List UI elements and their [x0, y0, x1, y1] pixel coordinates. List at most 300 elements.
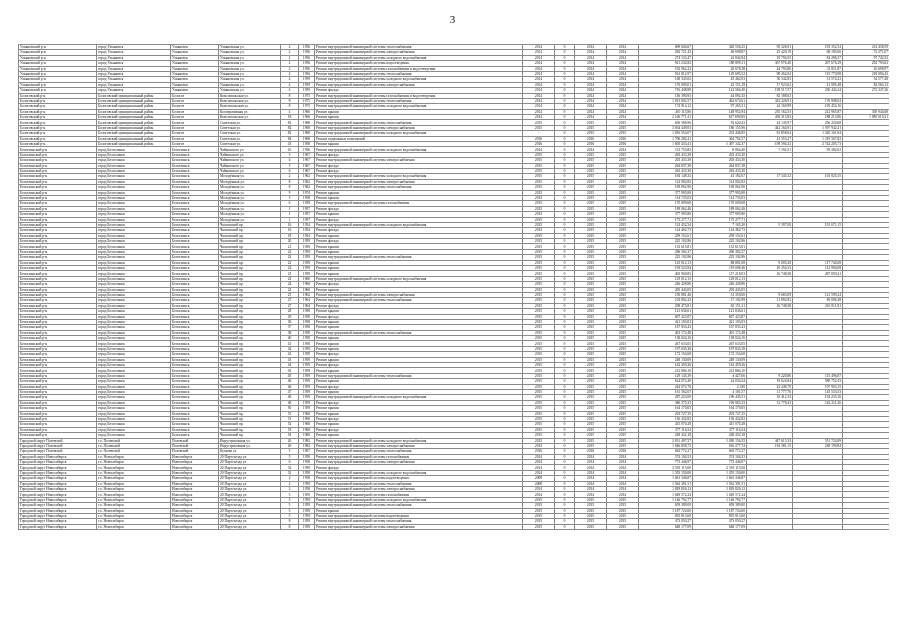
table-cell: 2015: [607, 309, 639, 314]
table-cell: Белоглинский р-н: [19, 298, 97, 303]
table-cell: 1: [281, 212, 299, 217]
table-cell: Чкаловский пр.: [219, 271, 281, 276]
table-cell: Белоглинский р-н: [19, 271, 97, 276]
table-cell: Городской округ Новосибирск: [19, 470, 97, 475]
table-cell: 2015: [607, 292, 639, 297]
table-cell: 2015: [607, 131, 639, 136]
table-cell: 0: [555, 508, 575, 513]
table-cell: 2014: [607, 460, 639, 465]
table-cell: Белоглинский р-н: [19, 314, 97, 319]
table-cell: 16 748,38: [747, 271, 793, 276]
table-cell: 263 433,30: [639, 168, 693, 173]
table-cell: город Ульяновск: [97, 61, 171, 66]
table-cell: 44 092,45: [693, 93, 747, 98]
table-cell: Полевской: [171, 443, 219, 448]
table-cell: 248 432,18: [639, 433, 693, 438]
table-cell: 1959: [299, 239, 315, 244]
table-cell: Ремонт внутридомовой инженерной системы водоотведения: [315, 513, 523, 518]
table-cell: 2008: [523, 476, 555, 481]
table-cell: 2014: [523, 82, 555, 87]
table-cell: Молодёжная ул.: [219, 201, 281, 206]
table-cell: город Белоглинск: [97, 314, 171, 319]
table-cell: Белоглинский р-н: [19, 309, 97, 314]
table-cell: Ульяновский р-н: [19, 71, 97, 76]
table-cell: 2014: [523, 98, 555, 103]
table-cell: 48: [281, 400, 299, 405]
table-cell: 114 735,03: [639, 195, 693, 200]
table-cell: 16: [281, 147, 299, 152]
table-cell: 38: [281, 330, 299, 335]
table-cell: 2015: [607, 233, 639, 238]
table-cell: 2015: [523, 233, 555, 238]
table-cell: 1 030 156,35: [693, 438, 747, 443]
table-cell: 8: [281, 104, 299, 109]
table-cell: 1960: [299, 416, 315, 421]
table-cell: 103 802,23: [639, 298, 693, 303]
table-cell: 0: [555, 513, 575, 518]
table-cell: 2014: [607, 50, 639, 55]
table-cell: 2014: [575, 98, 607, 103]
table-cell: 1964: [299, 298, 315, 303]
table-cell: Белоглинский р-н: [19, 400, 97, 405]
table-cell: 2015: [575, 201, 607, 206]
table-cell: 0: [555, 136, 575, 141]
table-cell: 51: [281, 416, 299, 421]
table-cell: город Ульяновск: [97, 77, 171, 82]
table-cell: Ремонт крыши: [315, 266, 523, 271]
table-cell: 377 116,54: [693, 427, 747, 432]
table-cell: Городской округ Новосибирск: [19, 503, 97, 508]
table-cell: Советская ул.: [219, 136, 281, 141]
table-cell: 1 049 572,24: [639, 492, 693, 497]
table-cell: 1958: [299, 465, 315, 470]
table-cell: 2015: [575, 287, 607, 292]
table-cell: 121 636,61: [693, 309, 747, 314]
table-cell: 168 345,02: [639, 77, 693, 82]
table-cell: Белоглинск: [171, 427, 219, 432]
table-cell: 4: [281, 82, 299, 87]
table-cell: 2015: [575, 357, 607, 362]
table-cell: 2015: [575, 438, 607, 443]
table-cell: 1 829 826,12: [639, 487, 693, 492]
table-cell: 2015: [523, 325, 555, 330]
table-cell: 267 633,05: [639, 341, 693, 346]
table-cell: 3: [281, 152, 299, 157]
table-cell: 447 615,33: [747, 438, 793, 443]
table-cell: город Белоглинск: [97, 416, 171, 421]
table-cell: Белоглинск: [171, 147, 219, 152]
table-cell: 2014: [523, 454, 555, 459]
table-cell: Молодёжная ул.: [219, 174, 281, 179]
table-cell: 26: [281, 443, 299, 448]
table-cell: 20 Партсъезда ул.: [219, 513, 281, 518]
table-cell: 105 454,16: [793, 104, 843, 109]
table-cell: 2015: [523, 239, 555, 244]
table-cell: 2015: [575, 158, 607, 163]
table-cell: 1968: [299, 120, 315, 125]
table-cell: 2015: [523, 427, 555, 432]
table-cell: 1959: [299, 390, 315, 395]
table-cell: 5: [281, 492, 299, 497]
table-cell: 2014: [575, 476, 607, 481]
table-cell: 2014: [607, 454, 639, 459]
table-cell: 203 433,30: [693, 158, 747, 163]
table-cell: Белоглинский р-н: [19, 384, 97, 389]
table-cell: 473 050,27: [639, 519, 693, 524]
table-cell: 9 683,09: [747, 292, 793, 297]
table-cell: Советская ул.: [219, 131, 281, 136]
table-cell: 287 059,41: [793, 271, 843, 276]
table-cell: Ульяновский р-н: [19, 61, 97, 66]
table-cell: город Ульяновск: [97, 88, 171, 93]
table-cell: Белоглинск: [171, 384, 219, 389]
table-cell: Ремонт внутридомовой инженерной системы теплоснабжения: [315, 120, 523, 125]
table-cell: Молодёжная ул.: [219, 179, 281, 184]
table-cell: Белоглинск: [171, 185, 219, 190]
table-cell: Белоглинский р-н: [19, 406, 97, 411]
table-cell: 1975: [299, 98, 315, 103]
table-cell: 296 382,37: [639, 249, 693, 254]
table-cell: 1 605 433,41: [639, 142, 693, 147]
table-cell: город Белоглинск: [97, 298, 171, 303]
table-cell: 0: [555, 330, 575, 335]
table-cell: Ремонт внутридомовой инженерной системы теплоснабжения: [315, 519, 523, 524]
table-cell: Новосибирск: [171, 476, 219, 481]
table-cell: Белоглинск: [171, 179, 219, 184]
table-cell: 2014: [607, 77, 639, 82]
table-cell: 31 574,23: [793, 77, 843, 82]
table-cell: 2015: [523, 503, 555, 508]
table-cell: 855 813,60: [693, 513, 747, 518]
table-cell: 0: [555, 384, 575, 389]
table-cell: 205 443,05: [639, 287, 693, 292]
table-cell: Чкаловский пр.: [219, 384, 281, 389]
table-cell: Чайковского ул.: [219, 147, 281, 152]
table-cell: 114 452,54: [639, 222, 693, 227]
table-cell: 19 624,84: [747, 379, 793, 384]
table-cell: Ульяновск: [171, 88, 219, 93]
register-table: [18, 44, 889, 530]
table-cell: 0: [555, 503, 575, 508]
table-cell: 2015: [607, 443, 639, 448]
table-cell: Ремонт внутридомовой инженерной системы газоснабжения: [315, 492, 523, 497]
table-cell: 51: [281, 411, 299, 416]
table-cell: 0: [555, 50, 575, 55]
table-cell: 2015: [575, 168, 607, 173]
table-cell: 264 837,38: [693, 163, 747, 168]
table-cell: 207 676,29: [793, 61, 843, 66]
table-cell: 5: [281, 497, 299, 502]
table-cell: Ремонт фасада: [315, 384, 523, 389]
table-cell: 9 005,20: [747, 260, 793, 265]
table-cell: Белоглинский р-н: [19, 255, 97, 260]
table-cell: Полевской: [171, 449, 219, 454]
table-cell: 0: [555, 179, 575, 184]
table-cell: 439 315,83: [747, 115, 793, 120]
table-cell: Новосибирск: [171, 460, 219, 465]
table-cell: 16 748,38: [747, 303, 793, 308]
table-cell: 663 772,27: [693, 449, 747, 454]
table-cell: 0: [555, 131, 575, 136]
table-cell: 1959: [299, 352, 315, 357]
table-cell: Ремонт крыши: [315, 433, 523, 438]
table-cell: Белоглинск: [171, 309, 219, 314]
table-cell: Бологовский р-н: [19, 104, 97, 109]
table-cell: 2014: [523, 487, 555, 492]
table-cell: 17 102,99: [693, 298, 747, 303]
table-cell: Ульяновский р-н: [19, 82, 97, 87]
table-cell: Белоглинск: [171, 390, 219, 395]
table-cell: 2014: [575, 77, 607, 82]
table-cell: 2015: [607, 513, 639, 518]
table-cell: 2 742 205,73: [793, 142, 843, 147]
table-cell: город Белоглинск: [97, 147, 171, 152]
table-cell: 1954: [299, 233, 315, 238]
table-cell: 8: [281, 93, 299, 98]
table-cell: Белоглинский р-н: [19, 336, 97, 341]
table-cell: 0: [555, 524, 575, 529]
table-cell: Ремонт крыши: [315, 319, 523, 324]
table-cell: 2014: [523, 492, 555, 497]
table-cell: 0: [555, 303, 575, 308]
table-cell: Бологовский р-н: [19, 131, 97, 136]
table-cell: 174 914,12: [639, 104, 693, 109]
table-cell: 2015: [575, 276, 607, 281]
table-cell: 2015: [607, 352, 639, 357]
table-cell: 4: [281, 88, 299, 93]
table-cell: 2015: [575, 497, 607, 502]
table-cell: город Белоглинск: [97, 433, 171, 438]
table-cell: 2014: [523, 71, 555, 76]
table-cell: Ремонт фасада: [315, 427, 523, 432]
table-cell: 2015: [607, 508, 639, 513]
table-cell: 114 002,82: [639, 179, 693, 184]
table-cell: 167 833,43: [693, 325, 747, 330]
table-cell: Бологое: [171, 104, 219, 109]
table-cell: 43: [281, 357, 299, 362]
table-cell: г.о. Полевской: [97, 449, 171, 454]
table-cell: 2015: [607, 244, 639, 249]
table-cell: 32: [281, 465, 299, 470]
table-cell: Советская ул.: [219, 120, 281, 125]
table-cell: 2015: [575, 422, 607, 427]
table-cell: 2015: [575, 379, 607, 384]
table-cell: 0: [555, 352, 575, 357]
table-cell: Ремонт внутридомовой инженерной системы водоотведения: [315, 61, 523, 66]
table-cell: Индустриальная ул.: [219, 443, 281, 448]
table-cell: 138 024,16: [639, 336, 693, 341]
table-cell: 616 277,74: [693, 443, 747, 448]
table-cell: Новосибирск: [171, 519, 219, 524]
table-cell: 307 976,40: [747, 61, 793, 66]
table-cell: 82: [281, 131, 299, 136]
table-cell: Ремонт крыши: [315, 346, 523, 351]
table-cell: 2014: [607, 465, 639, 470]
table-cell: город Белоглинск: [97, 309, 171, 314]
table-cell: 2015: [607, 298, 639, 303]
table-cell: 8 864,40: [693, 147, 747, 152]
table-cell: 274 133,47: [639, 55, 693, 60]
table-cell: Белоглинский р-н: [19, 341, 97, 346]
table-cell: Ремонт фасада: [315, 168, 523, 173]
table-cell: 0: [555, 346, 575, 351]
table-cell: Белоглинск: [171, 212, 219, 217]
table-cell: 2015: [575, 443, 607, 448]
table-cell: г.о. Новосибирск: [97, 487, 171, 492]
table-cell: Ремонт фасада: [315, 352, 523, 357]
table-cell: 20 Партсъезда ул.: [219, 454, 281, 459]
table-cell: 1 013 802,57: [639, 98, 693, 103]
table-cell: 0: [555, 266, 575, 271]
table-cell: 2015: [523, 314, 555, 319]
table-cell: 5: [281, 513, 299, 518]
table-cell: 19 794,55: [747, 55, 793, 60]
table-cell: 2015: [523, 363, 555, 368]
table-cell: 2015: [607, 185, 639, 190]
table-cell: 2014: [523, 460, 555, 465]
table-cell: 2015: [523, 379, 555, 384]
table-cell: Белоглинский р-н: [19, 239, 97, 244]
table-cell: Белоглинск: [171, 330, 219, 335]
table-cell: 7 192,51: [747, 147, 793, 152]
table-cell: Чайковского ул.: [219, 152, 281, 157]
table-cell: Белоглинск: [171, 395, 219, 400]
table-cell: 1 597 942,41: [793, 125, 843, 130]
table-cell: Чкаловский пр.: [219, 411, 281, 416]
table-cell: Бологое: [171, 93, 219, 98]
table-cell: 2015: [575, 152, 607, 157]
table-cell: 0: [555, 249, 575, 254]
table-cell: 2015: [607, 266, 639, 271]
table-cell: 0: [555, 244, 575, 249]
table-cell: Ульяновск: [171, 61, 219, 66]
table-cell: 473 050,27: [693, 519, 747, 524]
table-cell: 2015: [575, 271, 607, 276]
table-cell: 37: [281, 325, 299, 330]
table-cell: Белоглинск: [171, 303, 219, 308]
table-cell: 2015: [523, 373, 555, 378]
table-cell: 2015: [523, 519, 555, 524]
table-cell: 2: [281, 174, 299, 179]
table-cell: Чкаловский пр.: [219, 336, 281, 341]
table-cell: 225 102,86: [693, 239, 747, 244]
table-cell: 2015: [607, 325, 639, 330]
table-cell: 4: [281, 77, 299, 82]
table-cell: 364 702,57: [693, 136, 747, 141]
table-cell: город Белоглинск: [97, 212, 171, 217]
table-cell: 1966: [299, 115, 315, 120]
table-cell: 0: [555, 476, 575, 481]
table-cell: Ремонт внутридомовой инженерной системы электроснабжения: [315, 443, 523, 448]
table-cell: 2014: [575, 55, 607, 60]
table-cell: Белоглинский р-н: [19, 212, 97, 217]
table-cell: 8: [281, 179, 299, 184]
table-cell: г.о. Новосибирск: [97, 524, 171, 529]
table-cell: 2015: [607, 174, 639, 179]
table-cell: 2 591 115,00: [639, 465, 693, 470]
table-cell: 246 428,86: [639, 282, 693, 287]
table-cell: 0: [555, 406, 575, 411]
table-cell: Ремонт фасада: [315, 363, 523, 368]
table-cell: 5: [281, 163, 299, 168]
table-cell: Ремонт крыши: [315, 195, 523, 200]
table-cell: 29: [281, 314, 299, 319]
table-cell: 2014: [607, 492, 639, 497]
table-cell: Городской округ Новосибирск: [19, 465, 97, 470]
table-cell: 2015: [575, 206, 607, 211]
table-cell: 716 448,88: [639, 88, 693, 93]
table-cell: 2015: [607, 260, 639, 265]
table-cell: Ремонт внутридомовой инженерной системы теплоснабжения: [315, 71, 523, 76]
table-cell: 188 215,86: [793, 115, 843, 120]
table-cell: 2015: [607, 314, 639, 319]
table-cell: 421 103,03: [693, 319, 747, 324]
table-cell: Ульяновск: [171, 66, 219, 71]
table-cell: 607 423,87: [639, 314, 693, 319]
table-cell: 2014: [607, 487, 639, 492]
table-cell: Городской округ Полевской: [19, 449, 97, 454]
table-cell: Белоглинский р-н: [19, 233, 97, 238]
table-cell: 1959: [299, 503, 315, 508]
table-cell: Чкаловский пр.: [219, 379, 281, 384]
table-cell: 1956: [299, 71, 315, 76]
table-cell: 1959: [299, 524, 315, 529]
table-cell: 2014: [575, 470, 607, 475]
table-cell: 2015: [523, 249, 555, 254]
table-cell: Ремонт крыши: [315, 115, 523, 120]
table-cell: 2015: [523, 357, 555, 362]
table-cell: Белоглинск: [171, 255, 219, 260]
table-cell: Ремонт крыши: [315, 411, 523, 416]
table-cell: 2015: [575, 314, 607, 319]
table-cell: 1 146 792,77: [693, 497, 747, 502]
table-cell: 2015: [575, 325, 607, 330]
table-cell: Ульяновская ул.: [219, 61, 281, 66]
table-cell: 2015: [523, 201, 555, 206]
table-cell: 2008: [523, 481, 555, 486]
table-cell: Ремонт фасада: [315, 206, 523, 211]
table-cell: Белоглинск: [171, 379, 219, 384]
table-cell: 2015: [575, 513, 607, 518]
table-cell: 0: [555, 454, 575, 459]
table-cell: 68 185,66: [793, 50, 843, 55]
table-cell: 121 599,24: [793, 292, 843, 297]
table-cell: 45 462,03: [693, 77, 747, 82]
table-cell: 41 985,48: [793, 82, 843, 87]
table-cell: 1959: [299, 77, 315, 82]
table-cell: 442 164,91: [747, 125, 793, 130]
table-cell: Белоглинск: [171, 217, 219, 222]
table-cell: 212 884,10: [693, 368, 747, 373]
table-cell: Ремонт внутридомовой инженерной системы теплоснабжения: [315, 449, 523, 454]
table-cell: 172 154,68: [693, 352, 747, 357]
table-cell: 2014: [575, 71, 607, 76]
table-cell: 129 012,13: [639, 276, 693, 281]
table-cell: город Белоглинск: [97, 152, 171, 157]
table-cell: 2015: [523, 422, 555, 427]
table-cell: 49 006,38: [793, 298, 843, 303]
table-cell: Чкаловский пр.: [219, 244, 281, 249]
table-cell: Ремонт крыши: [315, 336, 523, 341]
table-cell: Ремонт фасада: [315, 88, 523, 93]
table-cell: Белоглинский р-н: [19, 411, 97, 416]
table-cell: Белоглинский р-н: [19, 179, 97, 184]
table-cell: 6: [281, 168, 299, 173]
table-cell: 225 102,86: [639, 255, 693, 260]
table-cell: 659 389,00: [693, 503, 747, 508]
table-cell: 1958: [299, 341, 315, 346]
table-cell: Ремонт крыши: [315, 341, 523, 346]
